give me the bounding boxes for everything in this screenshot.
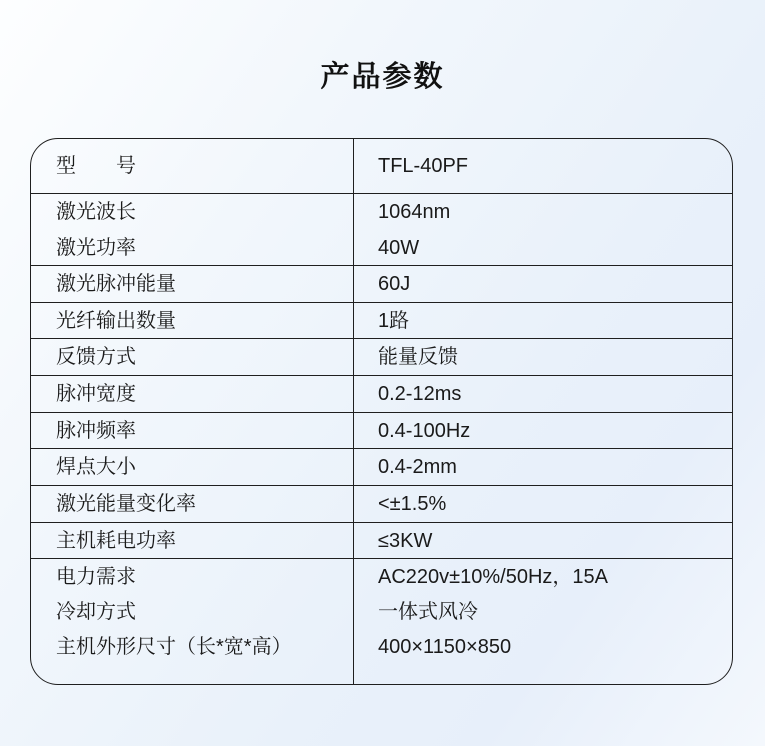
param-value: ≤3KW — [378, 529, 433, 552]
param-value-cell — [354, 194, 732, 265]
param-value-cell — [354, 303, 732, 338]
param-name: 激光脉冲能量 — [56, 273, 176, 295]
table-row-pulse-frequency — [31, 413, 732, 449]
page-title: 产品参数 — [320, 61, 445, 93]
param-value: 60J — [378, 273, 411, 295]
param-name-cell — [31, 266, 354, 302]
param-name-cell — [31, 139, 354, 193]
table-row-power-consumption — [31, 523, 732, 559]
param-value: 400×1150×850 — [378, 636, 512, 658]
param-name: 反馈方式 — [56, 346, 136, 368]
param-value-cell — [354, 376, 732, 412]
param-value: 1064nm — [378, 200, 451, 223]
param-value-cell — [354, 486, 732, 522]
param-name: 激光能量变化率 — [56, 493, 196, 515]
param-value: <±1.5% — [378, 493, 447, 515]
table-row-pulse-energy — [31, 266, 732, 303]
param-name-cell — [31, 194, 354, 265]
param-value-cell — [354, 413, 732, 448]
param-name: 型 号 — [56, 155, 136, 177]
param-value: 0.4-2mm — [378, 456, 457, 478]
param-value: 0.2-12ms — [378, 383, 462, 405]
param-name: 光纤输出数量 — [56, 309, 176, 332]
param-name-cell — [31, 376, 354, 412]
param-value: TFL-40PF — [378, 155, 469, 177]
table-row-pulse-width — [31, 376, 732, 413]
param-name: 电力需求 — [56, 566, 136, 588]
param-name: 脉冲宽度 — [56, 383, 136, 405]
param-name-cell — [31, 559, 354, 684]
param-value: AC220v±10%/50Hz，15A — [378, 566, 608, 588]
param-value-cell — [354, 266, 732, 302]
product-spec-table — [30, 138, 733, 685]
param-value: 能量反馈 — [378, 346, 458, 368]
param-value-cell — [354, 559, 732, 684]
param-value: 40W — [378, 236, 420, 259]
param-name-cell — [31, 413, 354, 448]
param-name: 主机外形尺寸（长*宽*高） — [56, 636, 292, 658]
param-value: 0.4-100Hz — [378, 419, 471, 442]
param-name-cell — [31, 339, 354, 375]
table-row-fiber-outputs — [31, 303, 732, 339]
param-name-cell — [31, 449, 354, 485]
param-name: 脉冲频率 — [56, 419, 136, 442]
table-row-energy-variation — [31, 486, 732, 523]
param-value-cell — [354, 449, 732, 485]
param-name-cell — [31, 523, 354, 558]
param-name: 焊点大小 — [56, 456, 136, 478]
param-name-cell — [31, 486, 354, 522]
table-row-wavelength-power — [31, 194, 732, 266]
param-value-cell — [354, 523, 732, 558]
param-name: 激光功率 — [56, 236, 136, 259]
param-name: 激光波长 — [56, 200, 136, 223]
param-name: 主机耗电功率 — [56, 529, 176, 552]
table-row-spot-size — [31, 449, 732, 486]
param-value-cell — [354, 139, 732, 193]
param-name: 冷却方式 — [56, 601, 136, 623]
param-value-cell — [354, 339, 732, 375]
param-value: 一体式风冷 — [378, 601, 478, 623]
param-name-cell — [31, 303, 354, 338]
table-row-model — [31, 139, 732, 194]
param-value: 1路 — [378, 309, 410, 332]
table-row-power-cooling-dimensions — [31, 559, 732, 684]
table-row-feedback-mode — [31, 339, 732, 376]
